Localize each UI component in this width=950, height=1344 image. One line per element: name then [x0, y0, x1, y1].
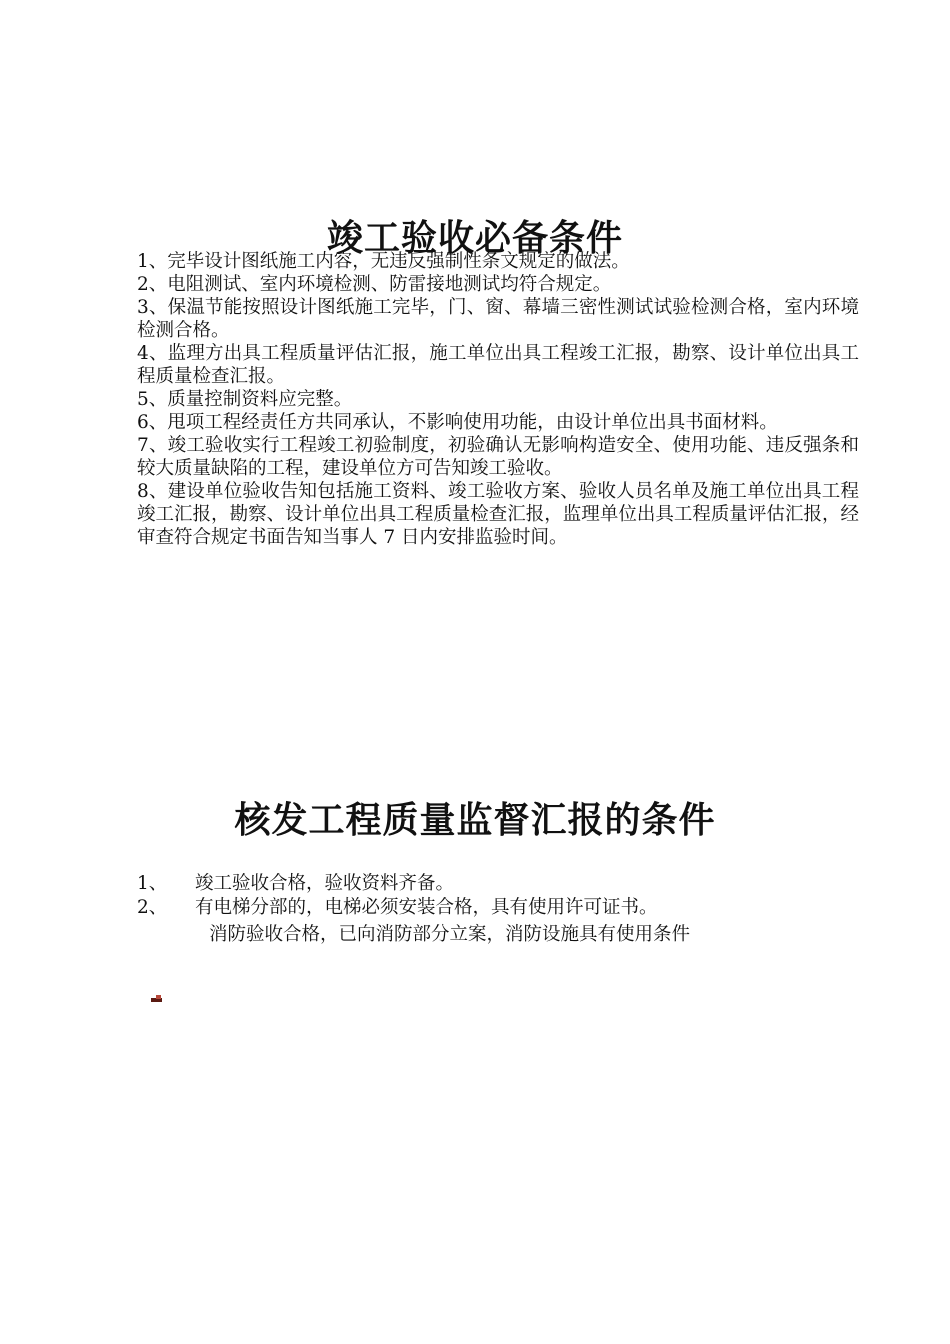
image-fragment-icon	[151, 995, 162, 1002]
section2-title: 核发工程质量监督汇报的条件	[234, 799, 716, 842]
item-text: 竣工验收合格，验收资料齐备。	[195, 873, 455, 894]
mark-shape	[156, 995, 161, 999]
list-item: 4、监理方出具工程质量评估汇报，施工单位出具工程竣工汇报，勘察、设计单位出具工程质量检查汇报。	[137, 343, 859, 387]
list-item: 7、竣工验收实行工程竣工初验制度，初验确认无影响构造安全、使用功能、违反强条和较大质量缺陷的工程，建设单位方可告知竣工验收。	[137, 435, 859, 479]
list-item	[137, 872, 837, 896]
item-text: 有电梯分部的，电梯必须安装合格，具有使用许可证书。	[195, 897, 658, 918]
list-item: 2、电阻测试、室内环境检测、防雷接地测试均符合规定。	[137, 274, 612, 295]
section1-title: 竣工验收必备条件	[326, 217, 623, 260]
list-item: 5、质量控制资料应完整。	[137, 389, 353, 410]
report-conditions-list	[137, 872, 837, 947]
list-item: 消防验收合格，已向消防部分立案，消防设施具有使用条件	[209, 924, 691, 945]
item-number: 2、	[137, 897, 168, 918]
acceptance-conditions-list	[137, 250, 859, 549]
list-item: 1、完毕设计图纸施工内容，无违反强制性条文规定的做法。	[137, 251, 630, 272]
list-item: 6、甩项工程经责任方共同承认，不影响使用功能，由设计单位出具书面材料。	[137, 412, 778, 433]
list-item	[137, 896, 837, 920]
item-number: 1、	[137, 873, 168, 894]
list-item: 3、保温节能按照设计图纸施工完毕，门、窗、幕墙三密性测试试验检测合格，室内环境检测合格。	[137, 297, 859, 341]
list-item: 8、建设单位验收告知包括施工资料、竣工验收方案、验收人员名单及施工单位出具工程竣工汇报，勘察、设计单位出具工程质量检查汇报，监理单位出具工程质量评估汇报，经审查符合规定书面告知当事人 7 日内安排监验时间。	[137, 481, 859, 548]
